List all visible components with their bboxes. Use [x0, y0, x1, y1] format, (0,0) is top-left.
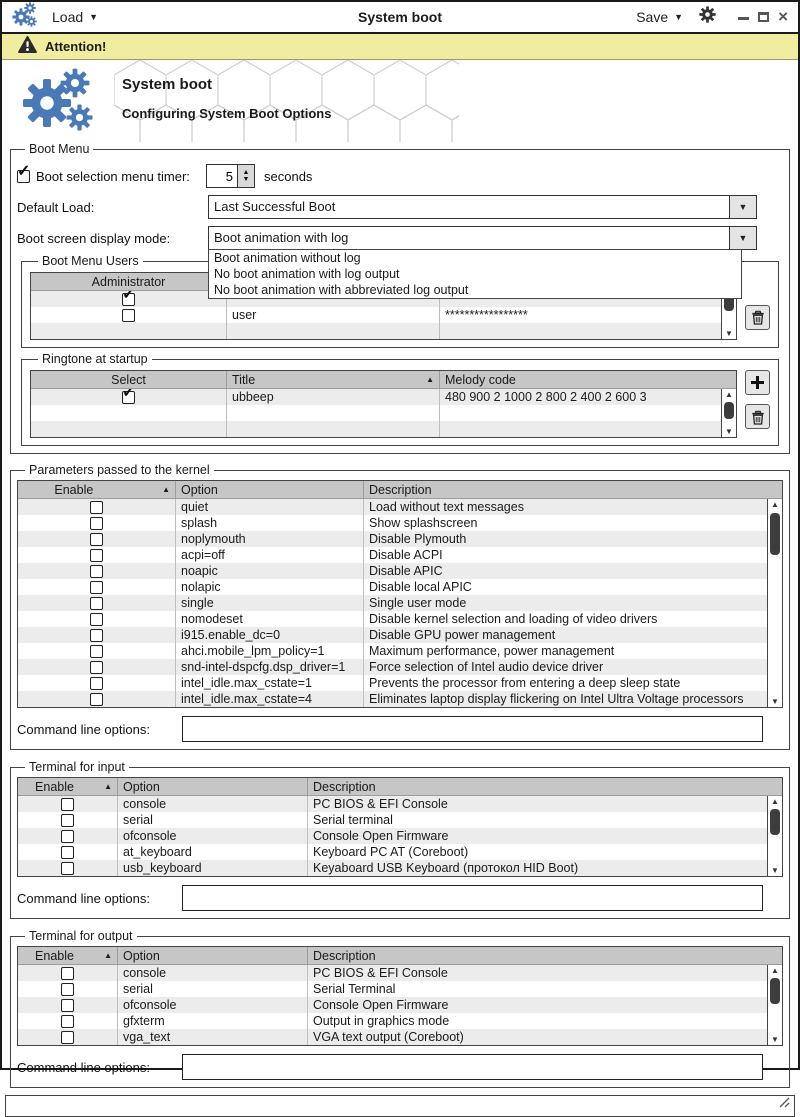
enable-checkbox[interactable]	[90, 677, 103, 690]
ringtone-col-select[interactable]: Select	[31, 371, 227, 388]
col-option[interactable]: Option	[176, 481, 364, 498]
cmdline-label: Command line options:	[17, 721, 150, 737]
enable-checkbox[interactable]	[90, 629, 103, 642]
terminal-input-legend: Terminal for input	[29, 760, 125, 774]
table-row[interactable]	[18, 627, 767, 643]
chevron-down-icon: ▼	[674, 12, 684, 22]
scroll-up-icon[interactable]: ▲	[771, 966, 779, 975]
ringtone-col-title[interactable]: Title ▲	[227, 371, 440, 388]
col-enable[interactable]: Enable ▲	[18, 778, 118, 795]
plus-icon	[751, 376, 764, 389]
scroll-up-icon[interactable]: ▲	[725, 390, 733, 399]
boot-menu-legend: Boot Menu	[29, 142, 90, 156]
table-row[interactable]	[18, 531, 767, 547]
kernel-params-legend: Parameters passed to the kernel	[29, 463, 210, 477]
spinner-arrows[interactable]	[237, 165, 254, 187]
user-password-cell: *****************	[445, 308, 528, 322]
option-cell: intel_idle.max_cstate=1	[176, 675, 364, 691]
table-row[interactable]	[18, 691, 767, 707]
table-row[interactable]	[18, 997, 767, 1013]
description-cell: Disable ACPI	[369, 548, 443, 562]
scroll-down-icon[interactable]: ▼	[725, 329, 733, 338]
enable-checkbox[interactable]	[90, 581, 103, 594]
spinner-up-icon[interactable]: ▲	[242, 169, 250, 176]
table-row	[31, 323, 721, 339]
description-cell: PC BIOS & EFI Console	[313, 966, 448, 980]
table-row[interactable]	[18, 860, 767, 876]
table-row[interactable]	[31, 389, 721, 405]
ringtone-melody-cell: 480 900 2 1000 2 800 2 400 2 600 3	[445, 390, 647, 404]
default-load-value: Last Successful Boot	[214, 199, 336, 214]
enable-checkbox[interactable]	[61, 814, 74, 827]
boot-menu-users-legend: Boot Menu Users	[42, 254, 139, 268]
enable-checkbox[interactable]	[90, 565, 103, 578]
display-mode-label: Boot screen display mode:	[17, 230, 171, 246]
option-cell: nomodeset	[176, 611, 364, 627]
table-row[interactable]	[18, 1029, 767, 1045]
table-row[interactable]	[18, 611, 767, 627]
col-description[interactable]: Description	[313, 948, 376, 963]
load-menu-button[interactable]	[52, 9, 98, 25]
save-menu-label: Save	[636, 9, 669, 25]
option-cell: vga_text	[118, 1029, 308, 1045]
scroll-down-icon[interactable]: ▼	[725, 427, 733, 436]
timer-value-input[interactable]	[207, 165, 237, 187]
page-header	[2, 60, 798, 142]
display-mode-dropdown	[208, 249, 742, 299]
option-cell: usb_keyboard	[118, 860, 308, 876]
enable-checkbox[interactable]	[61, 862, 74, 875]
dropdown-option[interactable]: No boot animation with log output	[214, 267, 400, 281]
resize-grip[interactable]	[779, 1095, 790, 1113]
hexagon-pattern	[114, 60, 459, 142]
option-cell: intel_idle.max_cstate=4	[176, 691, 364, 707]
scroll-down-icon[interactable]: ▼	[771, 697, 779, 706]
chevron-down-icon: ▼	[89, 12, 99, 22]
description-cell: Keyboard PC AT (Coreboot)	[313, 845, 469, 859]
display-mode-value: Boot animation with log	[214, 230, 349, 245]
terminal-input-cmdline-input[interactable]	[182, 885, 763, 911]
kernel-params-scrollbar[interactable]	[767, 499, 782, 707]
terminal-output-cmdline-input[interactable]	[182, 1054, 763, 1080]
scrollbar-thumb[interactable]	[770, 978, 780, 1004]
option-cell: splash	[176, 515, 364, 531]
cmdline-label: Command line options:	[17, 890, 150, 906]
trash-icon	[751, 409, 765, 425]
option-cell: ahci.mobile_lpm_policy=1	[176, 643, 364, 659]
load-menu-label: Load	[52, 9, 84, 25]
description-cell: Single user mode	[369, 596, 467, 610]
option-cell: console	[118, 796, 308, 812]
terminal-input-table	[17, 777, 783, 877]
table-row[interactable]	[31, 307, 721, 323]
col-description[interactable]: Description	[369, 482, 432, 497]
scrollbar-thumb[interactable]	[724, 402, 734, 419]
terminal-output-table	[17, 946, 783, 1046]
table-row[interactable]	[18, 981, 767, 997]
enable-checkbox[interactable]	[90, 661, 103, 674]
option-cell: nolapic	[176, 579, 364, 595]
option-cell: serial	[118, 981, 308, 997]
table-row[interactable]	[18, 499, 767, 515]
enable-checkbox[interactable]	[90, 549, 103, 562]
ringtone-title-cell: ubbeep	[227, 389, 440, 405]
table-row[interactable]	[18, 828, 767, 844]
dropdown-option[interactable]: No boot animation with abbreviated log output	[214, 283, 469, 297]
default-load-label: Default Load:	[17, 199, 95, 215]
scroll-up-icon[interactable]: ▲	[771, 797, 779, 806]
combo-arrow-icon[interactable]: ▼	[729, 196, 756, 218]
enable-checkbox[interactable]	[61, 1015, 74, 1028]
save-menu-button[interactable]	[636, 9, 683, 25]
option-cell: console	[118, 965, 308, 981]
ringtone-section	[21, 352, 779, 446]
option-cell: i915.enable_dc=0	[176, 627, 364, 643]
option-cell: ofconsole	[118, 828, 308, 844]
ringtone-select-checkbox[interactable]	[122, 391, 135, 404]
terminal-input-section	[10, 760, 790, 919]
option-cell: snd-intel-dspcfg.dsp_driver=1	[176, 659, 364, 675]
attention-banner	[2, 34, 798, 60]
table-row[interactable]	[18, 675, 767, 691]
enable-checkbox[interactable]	[90, 645, 103, 658]
description-cell: Console Open Firmware	[313, 829, 449, 843]
col-description[interactable]: Description	[313, 779, 376, 794]
table-row[interactable]	[18, 812, 767, 828]
maximize-button[interactable]	[758, 12, 769, 22]
enable-checkbox[interactable]	[61, 967, 74, 980]
user-admin-checkbox[interactable]	[122, 293, 135, 306]
scrollbar-thumb[interactable]	[770, 809, 780, 835]
display-mode-combobox[interactable]	[208, 226, 757, 297]
timer-checkbox[interactable]	[17, 170, 30, 183]
gears-logo-icon	[20, 66, 104, 141]
page-title: System boot	[122, 76, 213, 93]
dropdown-option[interactable]: Boot animation without log	[214, 251, 361, 265]
app-gears-icon	[12, 2, 38, 33]
scroll-down-icon[interactable]: ▼	[771, 866, 779, 875]
table-row[interactable]	[18, 579, 767, 595]
table-row[interactable]	[18, 965, 767, 981]
table-row[interactable]	[18, 796, 767, 812]
description-cell: Output in graphics mode	[313, 1014, 450, 1028]
add-ringtone-button[interactable]	[745, 370, 770, 395]
enable-checkbox[interactable]	[90, 501, 103, 514]
col-enable[interactable]: Enable ▲	[18, 481, 176, 498]
description-cell: Disable Plymouth	[369, 532, 467, 546]
description-cell: Console Open Firmware	[313, 998, 449, 1012]
sort-asc-icon: ▲	[104, 782, 112, 791]
col-enable[interactable]: Enable ▲	[18, 947, 118, 964]
spinner-down-icon[interactable]: ▼	[242, 176, 250, 183]
description-cell: Disable kernel selection and loading of video drivers	[369, 612, 658, 626]
kernel-params-section	[10, 463, 790, 750]
table-row	[31, 405, 721, 421]
option-cell: noapic	[176, 563, 364, 579]
option-cell: at_keyboard	[118, 844, 308, 860]
table-row[interactable]	[18, 515, 767, 531]
option-cell: serial	[118, 812, 308, 828]
boot-menu-section	[10, 142, 790, 454]
titlebar	[2, 2, 798, 34]
table-row[interactable]	[18, 595, 767, 611]
enable-checkbox[interactable]	[61, 1031, 74, 1044]
terminal-output-legend: Terminal for output	[29, 929, 133, 943]
terminal-output-section	[10, 929, 790, 1088]
table-row[interactable]	[18, 659, 767, 675]
description-cell: Serial Terminal	[313, 982, 396, 996]
users-col-administrator[interactable]: Administrator	[31, 273, 227, 290]
user-admin-checkbox[interactable]	[122, 309, 135, 322]
ringtone-legend: Ringtone at startup	[42, 352, 148, 366]
table-row[interactable]	[18, 844, 767, 860]
col-option[interactable]: Option	[118, 947, 308, 964]
status-bar	[5, 1095, 795, 1117]
description-cell: Disable local APIC	[369, 580, 472, 594]
default-load-combobox[interactable]	[208, 195, 757, 219]
description-cell: Disable APIC	[369, 564, 443, 578]
timer-label: Boot selection menu timer:	[36, 168, 190, 184]
description-cell: Load without text messages	[369, 500, 524, 514]
enable-checkbox[interactable]	[61, 798, 74, 811]
kernel-cmdline-input[interactable]	[182, 716, 763, 742]
kernel-params-table	[17, 480, 783, 708]
delete-user-button[interactable]	[745, 305, 770, 330]
option-cell: gfxterm	[118, 1013, 308, 1029]
description-cell: Maximum performance, power management	[369, 644, 615, 658]
cmdline-label: Command line options:	[17, 1059, 150, 1075]
ringtone-table	[30, 370, 737, 438]
terminal-output-scrollbar[interactable]	[767, 965, 782, 1045]
table-row[interactable]	[18, 1013, 767, 1029]
window-title: System boot	[357, 9, 442, 25]
timer-spinner[interactable]	[206, 164, 255, 188]
description-cell: Disable GPU power management	[369, 628, 556, 642]
terminal-input-scrollbar[interactable]	[767, 796, 782, 876]
enable-checkbox[interactable]	[90, 613, 103, 626]
option-cell: ofconsole	[118, 997, 308, 1013]
ringtone-col-melody[interactable]: Melody code	[445, 372, 516, 387]
enable-checkbox[interactable]	[90, 693, 103, 706]
trash-icon	[751, 309, 765, 325]
table-row[interactable]	[18, 547, 767, 563]
user-name-cell: user	[227, 307, 440, 323]
scroll-down-icon[interactable]: ▼	[771, 1035, 779, 1044]
attention-label: Attention!	[45, 39, 107, 54]
enable-checkbox[interactable]	[90, 597, 103, 610]
description-cell: Keyaboard USB Keyboard (протокол HID Boot)	[313, 861, 579, 875]
sort-asc-icon: ▲	[104, 951, 112, 960]
table-row[interactable]	[18, 563, 767, 579]
description-cell: Force selection of Intel audio device driver	[369, 660, 604, 674]
enable-checkbox[interactable]	[90, 517, 103, 530]
ringtone-scrollbar[interactable]	[721, 389, 736, 437]
description-cell: PC BIOS & EFI Console	[313, 797, 448, 811]
sort-asc-icon: ▲	[162, 485, 170, 494]
enable-checkbox[interactable]	[61, 983, 74, 996]
timer-row	[17, 164, 783, 188]
option-cell: noplymouth	[176, 531, 364, 547]
timer-unit-label: seconds	[264, 168, 313, 184]
description-cell: Eliminates laptop display flickering on Intel Ultra Voltage processors	[369, 692, 744, 706]
description-cell: VGA text output (Coreboot)	[313, 1030, 464, 1044]
combo-arrow-icon[interactable]: ▼	[729, 227, 756, 249]
scrollbar-thumb[interactable]	[770, 513, 780, 555]
default-load-row	[17, 195, 783, 219]
option-cell: quiet	[176, 499, 364, 515]
option-cell: acpi=off	[176, 547, 364, 563]
settings-gear-icon[interactable]	[699, 6, 716, 28]
page-subtitle: Configuring System Boot Options	[122, 106, 332, 121]
scroll-up-icon[interactable]: ▲	[771, 500, 779, 509]
delete-ringtone-button[interactable]	[745, 404, 770, 429]
table-row[interactable]	[18, 643, 767, 659]
enable-checkbox[interactable]	[61, 999, 74, 1012]
close-button[interactable]: ×	[778, 7, 788, 26]
option-cell: single	[176, 595, 364, 611]
col-option[interactable]: Option	[118, 778, 308, 795]
description-cell: Prevents the processor from entering a deep sleep state	[369, 676, 681, 690]
warning-icon	[18, 36, 37, 58]
table-row	[31, 421, 721, 437]
minimize-button[interactable]	[738, 17, 749, 20]
sort-asc-icon: ▲	[426, 375, 434, 384]
enable-checkbox[interactable]	[61, 830, 74, 843]
enable-checkbox[interactable]	[90, 533, 103, 546]
description-cell: Serial terminal	[313, 813, 393, 827]
description-cell: Show splashscreen	[369, 516, 478, 530]
enable-checkbox[interactable]	[61, 846, 74, 859]
